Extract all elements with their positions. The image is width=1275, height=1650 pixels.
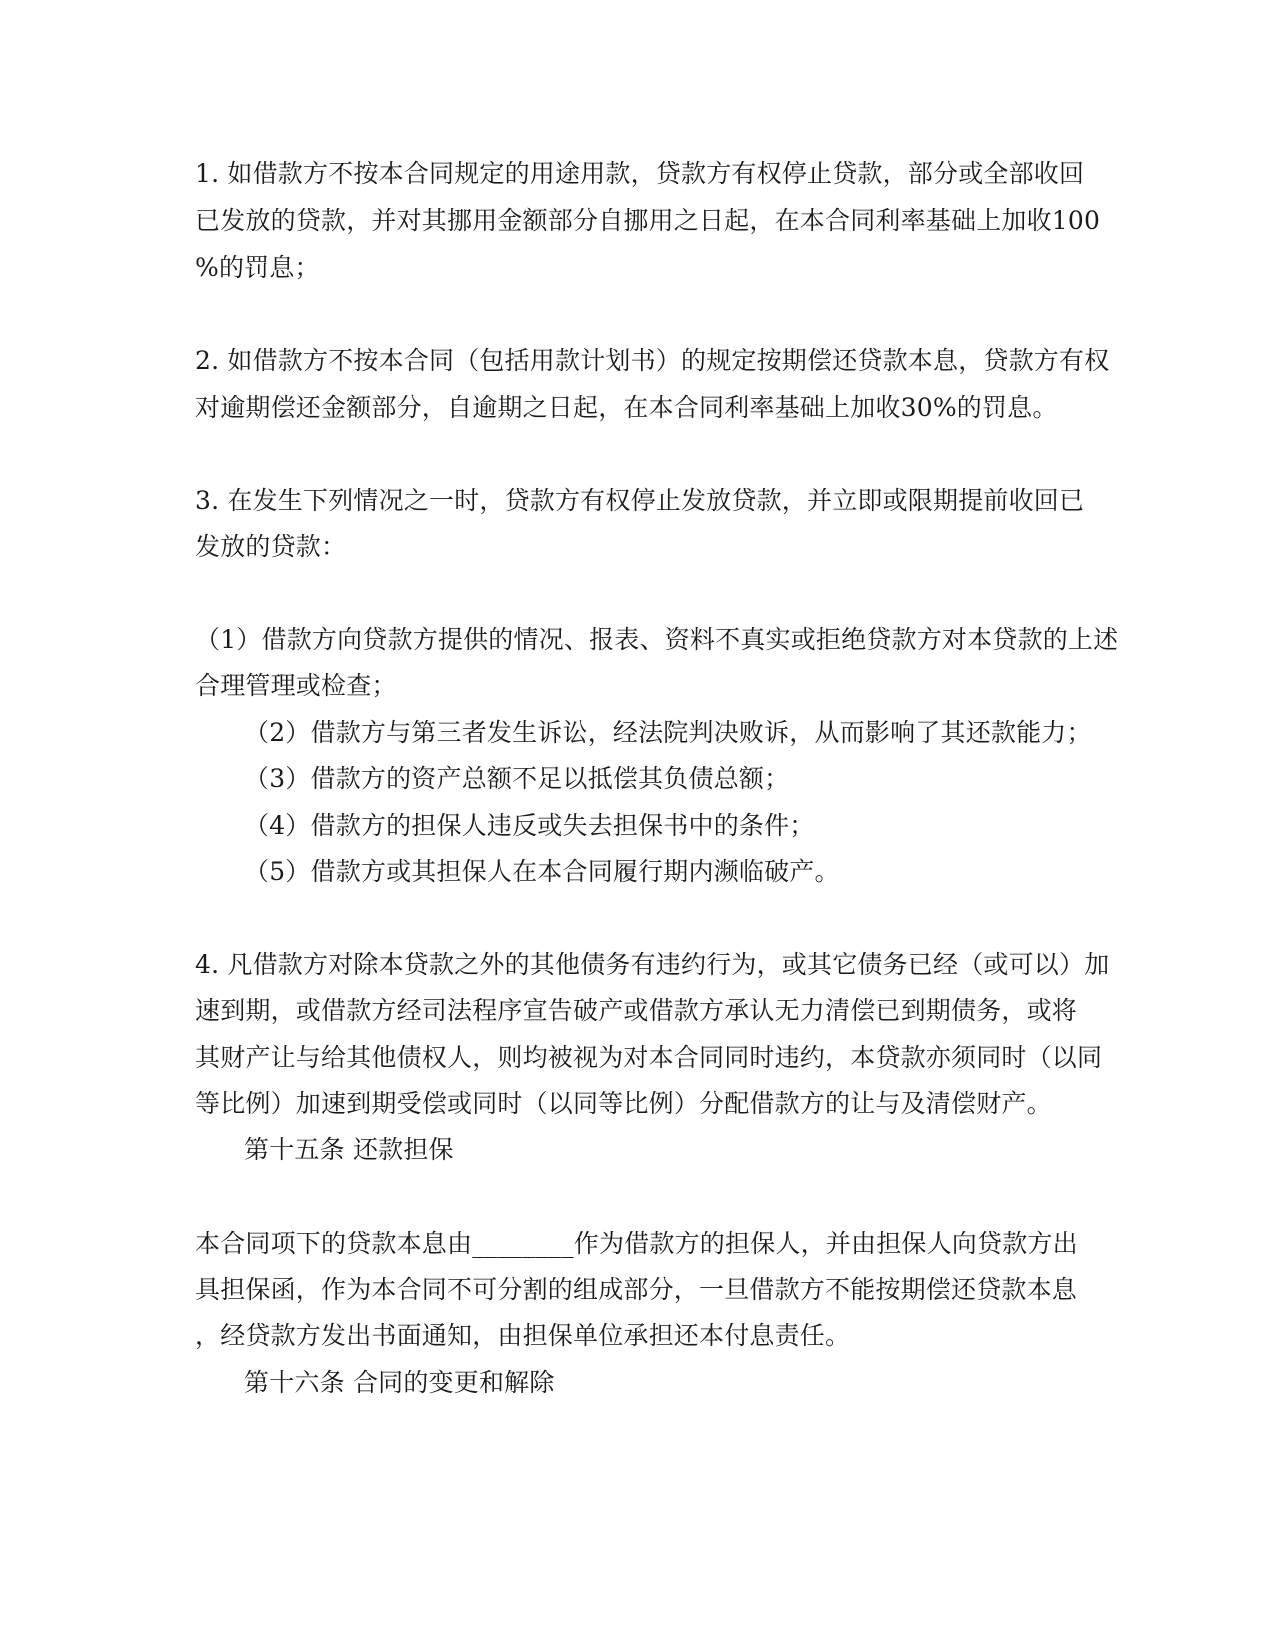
clause-4-line-3: 其财产让与给其他债权人，则均被视为对本合同同时违约，本贷款亦须同时（以同 xyxy=(195,1043,1103,1072)
item-1-line-1: （1）借款方向贷款方提供的情况、报表、资料不真实或拒绝贷款方对本贷款的上述 xyxy=(195,625,1119,654)
item-2: （2）借款方与第三者发生诉讼，经法院判决败诉，从而影响了其还款能力； xyxy=(244,718,1092,747)
clause-4-line-2: 速到期，或借款方经司法程序宣告破产或借款方承认无力清偿已到期债务，或将 xyxy=(195,996,1078,1025)
item-3: （3）借款方的资产总额不足以抵偿其负债总额； xyxy=(244,764,790,793)
article-16-heading: 第十六条 合同的变更和解除 xyxy=(244,1368,555,1397)
guarantee-line-3: ，经贷款方发出书面通知，由担保单位承担还本付息责任。 xyxy=(195,1321,851,1350)
clause-2-line-2: 对逾期偿还金额部分，自逾期之日起，在本合同利率基础上加收30%的罚息。 xyxy=(195,393,1058,422)
item-5: （5）借款方或其担保人在本合同履行期内濒临破产。 xyxy=(244,857,840,886)
guarantee-line-2: 具担保函，作为本合同不可分割的组成部分，一旦借款方不能按期偿还贷款本息 xyxy=(195,1275,1078,1304)
clause-2-line-1: 2. 如借款方不按本合同（包括用款计划书）的规定按期偿还贷款本息，贷款方有权 xyxy=(195,346,1110,375)
clause-1-line-1: 1. 如借款方不按本合同规定的用途用款，贷款方有权停止贷款，部分或全部收回 xyxy=(195,159,1085,188)
article-15-heading: 第十五条 还款担保 xyxy=(244,1135,454,1164)
item-4: （4）借款方的担保人违反或失去担保书中的条件； xyxy=(244,811,815,840)
clause-3-line-1: 3. 在发生下列情况之一时，贷款方有权停止发放贷款，并立即或限期提前收回已 xyxy=(195,486,1085,515)
clause-1-line-2: 已发放的贷款，并对其挪用金额部分自挪用之日起，在本合同利率基础上加收100 xyxy=(195,206,1101,235)
clause-1-line-3: %的罚息； xyxy=(195,253,320,282)
clause-4-line-1: 4. 凡借款方对除本贷款之外的其他债务有违约行为，或其它债务已经（或可以）加 xyxy=(195,950,1110,979)
clause-3-line-2: 发放的贷款： xyxy=(195,532,347,561)
item-1-line-2: 合理管理或检查； xyxy=(195,671,397,700)
guarantee-line-1: 本合同项下的贷款本息由________作为借款方的担保人，并由担保人向贷款方出 xyxy=(195,1229,1078,1258)
clause-4-line-4: 等比例）加速到期受偿或同时（以同等比例）分配借款方的让与及清偿财产。 xyxy=(195,1089,1052,1118)
